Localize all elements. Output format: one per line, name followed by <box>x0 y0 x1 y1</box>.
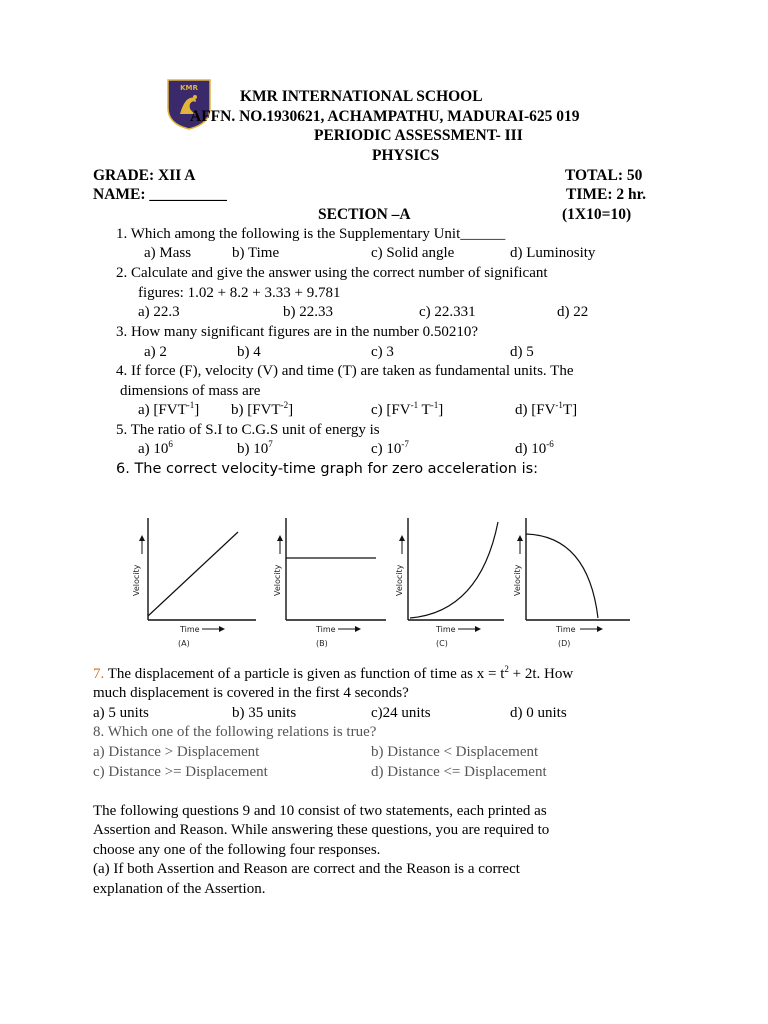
velocity-time-graphs <box>118 500 648 660</box>
question-4-line2: dimensions of mass are <box>120 383 261 399</box>
graph-d-curve <box>526 534 598 618</box>
time-duration: TIME: 2 hr. <box>566 186 646 203</box>
graph-c-label: (C) <box>436 639 448 648</box>
question-8: 8. Which one of the following relations is true? <box>93 724 377 740</box>
graph-d-ylabel: Velocity <box>513 564 522 596</box>
graph-c-xlabel: Time <box>436 625 456 634</box>
question-4: 4. If force (F), velocity (V) and time (T) are taken as fundamental units. The <box>116 363 574 379</box>
q3-option-d: d) 5 <box>510 344 534 360</box>
instructions-line-3: choose any one of the following four responses. <box>93 842 381 858</box>
total-marks: TOTAL: 50 <box>565 167 643 184</box>
q5-option-b: b) $10^7$ <box>237 439 273 457</box>
q3-option-b: b) 4 <box>237 344 261 360</box>
graph-b-xlabel: Time <box>316 625 336 634</box>
subject-title: PHYSICS <box>372 147 440 164</box>
question-2-line2: figures: 1.02 + 8.2 + 3.33 + 9.781 <box>138 285 341 301</box>
q1-option-b: b) Time <box>232 245 280 261</box>
q8-option-d: d) Distance <= Displacement <box>371 764 547 780</box>
graph-b-label: (B) <box>316 639 328 648</box>
q1-option-c: c) Solid angle <box>371 245 455 261</box>
q4-option-d: d) $[FV^{-1}T]$ <box>515 400 578 418</box>
q5-option-d: d) $10^{-6}$ <box>515 439 554 457</box>
q7-option-d: d) 0 units <box>510 705 567 721</box>
school-name: KMR INTERNATIONAL SCHOOL <box>240 88 483 105</box>
q5-option-c: c) $10^{-7}$ <box>371 439 409 457</box>
q4-option-b: b) $[FVT^{-2}]$ <box>231 400 294 418</box>
q8-option-c: c) Distance >= Displacement <box>93 764 268 780</box>
logo-text: KMR <box>180 84 198 92</box>
section-marks: (1X10=10) <box>562 206 632 223</box>
q2-option-a: a) 22.3 <box>138 304 180 320</box>
graph-a-xlabel: Time <box>180 625 200 634</box>
question-1: 1. Which among the following is the Supplementary Unit______ <box>116 226 506 242</box>
question-6: 6. The correct velocity-time graph for zero acceleration is: <box>116 461 539 477</box>
q2-option-b: b) 22.33 <box>283 304 333 320</box>
q1-option-a: a) Mass <box>144 245 192 261</box>
grade-label: GRADE: XII A <box>93 167 196 184</box>
graph-a-curve <box>148 532 238 616</box>
graph-c <box>395 518 504 648</box>
section-heading: SECTION –A <box>318 206 411 223</box>
q4-option-a: a) $[FVT^{-1}]$ <box>138 400 200 418</box>
instructions-line-5: explanation of the Assertion. <box>93 881 266 897</box>
question-2: 2. Calculate and give the answer using the correct number of significant <box>116 265 548 281</box>
q3-option-a: a) 2 <box>144 344 167 360</box>
graph-d-xlabel: Time <box>556 625 576 634</box>
graph-a <box>132 518 256 648</box>
name-field: NAME: __________ <box>93 186 227 203</box>
q7-option-a: a) 5 units <box>93 705 149 721</box>
question-7-line2: much displacement is covered in the first 4 seconds? <box>93 685 409 701</box>
q2-option-c: c) 22.331 <box>419 304 476 320</box>
q5-option-a: a) $10^6$ <box>138 439 173 457</box>
q7-option-b: b) 35 units <box>232 705 297 721</box>
instructions-line-4: (a) If both Assertion and Reason are correct and the Reason is a correct <box>93 861 520 877</box>
question-3: 3. How many significant figures are in the number 0.50210? <box>116 324 478 340</box>
q3-option-c: c) 3 <box>371 344 394 360</box>
assessment-title: PERIODIC ASSESSMENT- III <box>314 127 523 144</box>
graph-b <box>273 518 386 648</box>
q7-number: 7. <box>93 666 105 682</box>
q8-option-a: a) Distance > Displacement <box>93 744 260 760</box>
q4-option-c: c) [$FV^{-1}$ $T^{-1}$] <box>371 400 444 418</box>
graph-d-label: (D) <box>558 639 571 648</box>
graph-d <box>513 518 630 648</box>
affiliation-line: AFFN. NO.1930621, ACHAMPATHU, MADURAI-625 019 <box>190 108 580 125</box>
graph-a-label: (A) <box>178 639 190 648</box>
graph-b-ylabel: Velocity <box>273 564 282 596</box>
instructions-line-2: Assertion and Reason. While answering these questions, you are required to <box>93 822 550 838</box>
graph-c-curve <box>410 522 498 618</box>
q7-option-c: c)24 units <box>371 705 431 721</box>
question-7: 7. The displacement of a particle is given as function of time as $x = t^2 + 2t$. How <box>93 664 574 682</box>
q8-option-b: b) Distance < Displacement <box>371 744 539 760</box>
graph-a-ylabel: Velocity <box>132 564 141 596</box>
q1-option-d: d) Luminosity <box>510 245 596 261</box>
instructions-line-1: The following questions 9 and 10 consist of two statements, each printed as <box>93 803 547 819</box>
graph-c-ylabel: Velocity <box>395 564 404 596</box>
question-5: 5. The ratio of S.I to C.G.S unit of energy is <box>116 422 380 438</box>
q2-option-d: d) 22 <box>557 304 589 320</box>
